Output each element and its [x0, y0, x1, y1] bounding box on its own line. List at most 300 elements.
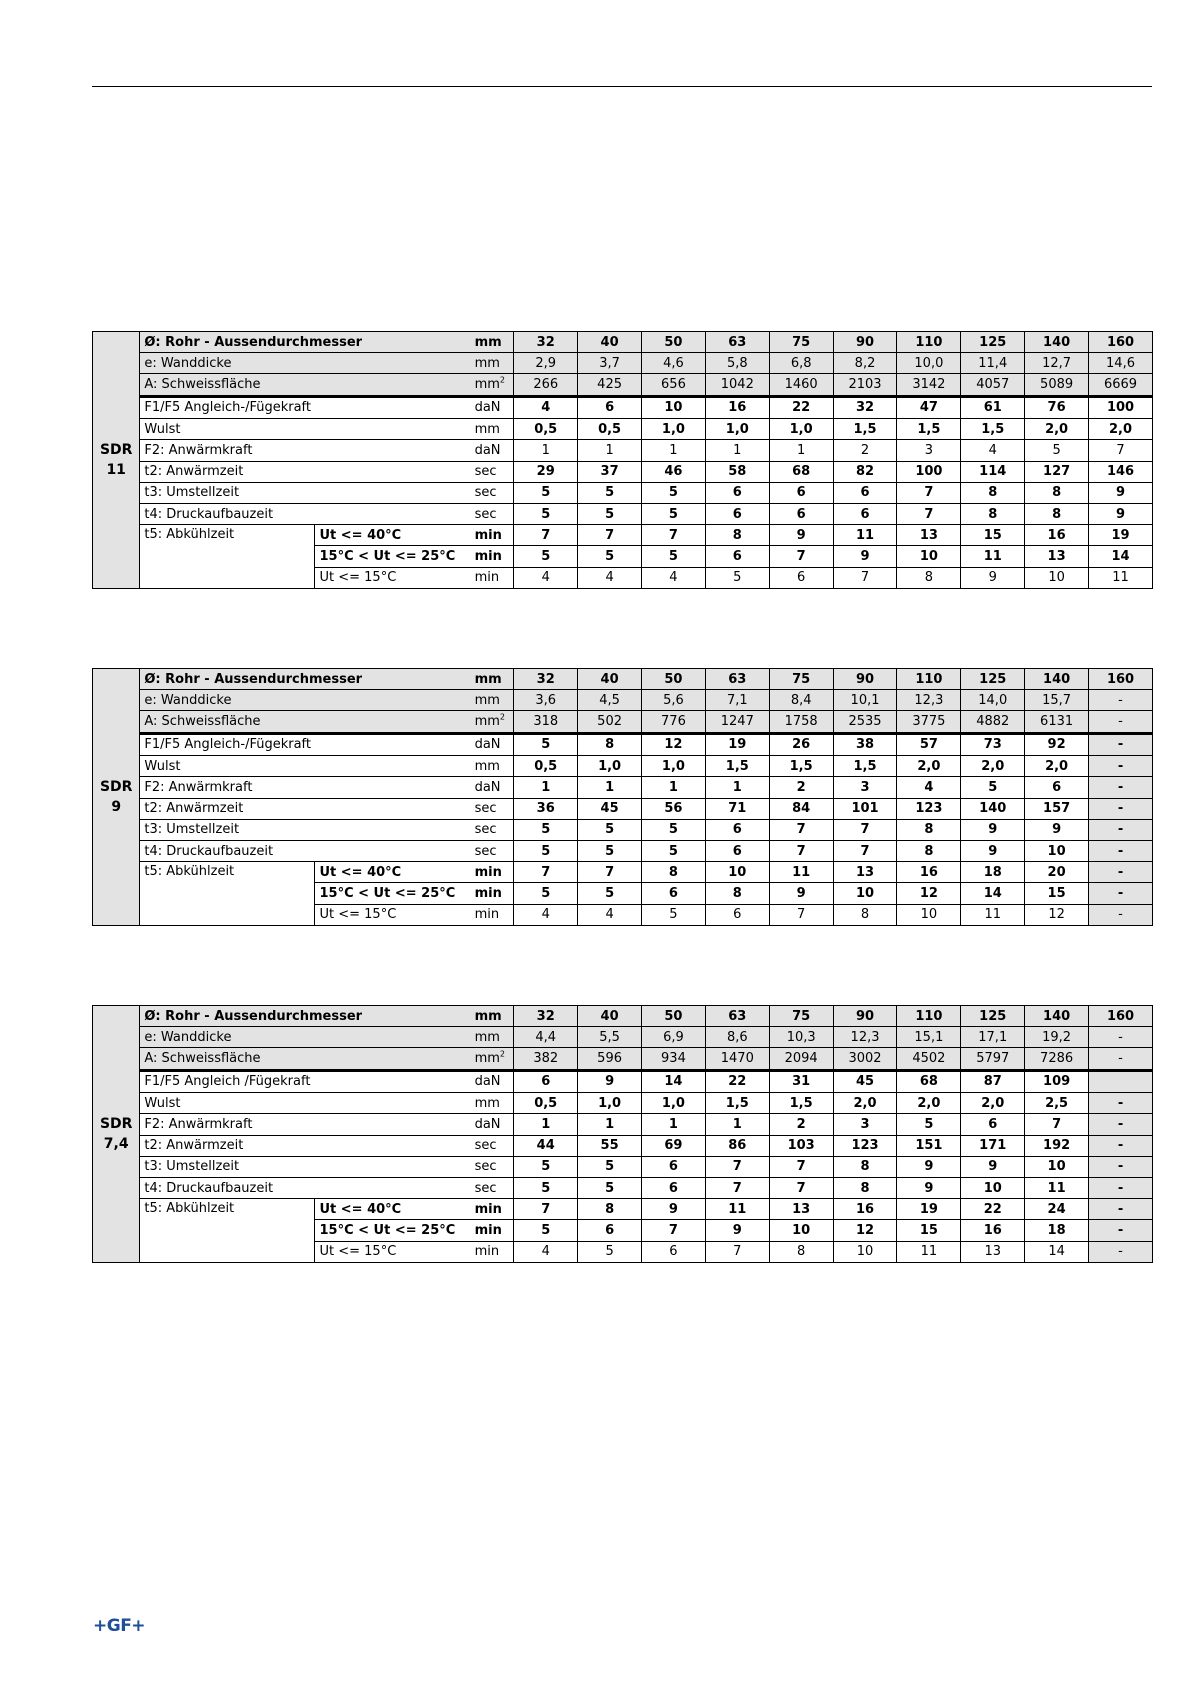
- value-cell: 7: [514, 862, 578, 883]
- unit-text: daN: [474, 442, 501, 458]
- value-cell: 1758: [769, 711, 833, 733]
- value-cell: 69: [642, 1135, 706, 1156]
- row-label: A: Schweissfläche: [140, 711, 473, 733]
- row-unit: [473, 1135, 514, 1156]
- value-cell: 5: [514, 883, 578, 904]
- value-cell: 5,5: [578, 1027, 642, 1048]
- value-cell: 32: [514, 332, 578, 353]
- value-cell: 63: [705, 669, 769, 690]
- value-cell: 1: [642, 1114, 706, 1135]
- row-unit: [473, 669, 514, 690]
- row-unit: [473, 777, 514, 798]
- value-cell: 4502: [897, 1048, 961, 1070]
- value-cell: 9: [1089, 504, 1153, 525]
- value-cell: 7: [705, 1241, 769, 1262]
- value-cell: 110: [897, 669, 961, 690]
- value-cell: 9: [769, 883, 833, 904]
- value-cell: 109: [1025, 1070, 1089, 1092]
- sdr-label: [93, 669, 140, 926]
- value-cell: 114: [961, 461, 1025, 482]
- value-cell: 1: [705, 440, 769, 461]
- value-cell: 3002: [833, 1048, 897, 1070]
- unit-text: mm: [474, 421, 500, 437]
- unit-text: mm: [474, 671, 502, 687]
- value-cell: 6: [642, 1156, 706, 1177]
- value-cell: 15: [961, 525, 1025, 546]
- value-cell: -: [1089, 862, 1153, 883]
- value-cell: 87: [961, 1070, 1025, 1092]
- value-cell: 8: [1025, 504, 1089, 525]
- value-cell: 502: [578, 711, 642, 733]
- value-cell: 61: [961, 396, 1025, 418]
- value-cell: 2,0: [897, 756, 961, 777]
- row-label: t2: Anwärmzeit: [140, 461, 473, 482]
- value-cell: 4882: [961, 711, 1025, 733]
- unit-superscript: 2: [499, 375, 506, 385]
- value-cell: 4: [642, 567, 706, 588]
- value-cell: 4,6: [642, 353, 706, 374]
- value-cell: 100: [897, 461, 961, 482]
- value-cell: 14: [642, 1070, 706, 1092]
- row-unit: [473, 1178, 514, 1199]
- value-cell: 11: [897, 1241, 961, 1262]
- header-rule: [92, 86, 1152, 87]
- value-cell: 4: [514, 904, 578, 925]
- value-cell: 8: [897, 567, 961, 588]
- value-cell: 17,1: [961, 1027, 1025, 1048]
- value-cell: -: [1089, 1199, 1153, 1220]
- value-cell: 1,5: [705, 1093, 769, 1114]
- value-cell: 5: [961, 777, 1025, 798]
- cooling-unit: min: [473, 525, 514, 546]
- value-cell: 11: [705, 1199, 769, 1220]
- value-cell: 7: [769, 841, 833, 862]
- cooling-unit: min: [473, 567, 514, 588]
- cooling-label: t5: Abkühlzeit: [140, 862, 315, 926]
- value-cell: 7: [769, 904, 833, 925]
- value-cell: 90: [833, 1006, 897, 1027]
- cooling-unit: min: [473, 883, 514, 904]
- value-cell: 10: [897, 546, 961, 567]
- value-cell: 45: [578, 798, 642, 819]
- value-cell: 6,9: [642, 1027, 706, 1048]
- value-cell: 5: [578, 1241, 642, 1262]
- value-cell: 1,0: [642, 1093, 706, 1114]
- value-cell: 7: [769, 546, 833, 567]
- value-cell: 10: [833, 1241, 897, 1262]
- row-label: t4: Druckaufbauzeit: [140, 504, 473, 525]
- value-cell: 8: [769, 1241, 833, 1262]
- value-cell: 7: [769, 1178, 833, 1199]
- value-cell: 11: [833, 525, 897, 546]
- value-cell: 11,4: [961, 353, 1025, 374]
- value-cell: 1: [578, 777, 642, 798]
- value-cell: 123: [897, 798, 961, 819]
- row-label: A: Schweissfläche: [140, 374, 473, 396]
- value-cell: 8: [833, 1178, 897, 1199]
- value-cell: 1: [705, 1114, 769, 1135]
- value-cell: 7: [1025, 1114, 1089, 1135]
- value-cell: 125: [961, 1006, 1025, 1027]
- value-cell: 37: [578, 461, 642, 482]
- value-cell: 40: [578, 1006, 642, 1027]
- value-cell: 2094: [769, 1048, 833, 1070]
- row-unit: [473, 461, 514, 482]
- value-cell: 7: [833, 841, 897, 862]
- value-cell: 6: [642, 1241, 706, 1262]
- value-cell: -: [1089, 1114, 1153, 1135]
- value-cell: 7: [769, 1156, 833, 1177]
- value-cell: 15,7: [1025, 690, 1089, 711]
- value-cell: 5: [514, 733, 578, 755]
- value-cell: 1470: [705, 1048, 769, 1070]
- value-cell: 73: [961, 733, 1025, 755]
- value-cell: 8,4: [769, 690, 833, 711]
- value-cell: 151: [897, 1135, 961, 1156]
- value-cell: 318: [514, 711, 578, 733]
- value-cell: 4: [514, 1241, 578, 1262]
- value-cell: 13: [961, 1241, 1025, 1262]
- value-cell: 1: [705, 777, 769, 798]
- value-cell: 8: [705, 525, 769, 546]
- value-cell: 10: [1025, 1156, 1089, 1177]
- value-cell: 20: [1025, 862, 1089, 883]
- value-cell: 5,8: [705, 353, 769, 374]
- value-cell: 19,2: [1025, 1027, 1089, 1048]
- value-cell: 18: [1025, 1220, 1089, 1241]
- value-cell: 5,6: [642, 690, 706, 711]
- value-cell: 1,5: [769, 1093, 833, 1114]
- value-cell: 6131: [1025, 711, 1089, 733]
- value-cell: 5: [514, 482, 578, 503]
- row-label: t3: Umstellzeit: [140, 819, 473, 840]
- value-cell: 9: [833, 546, 897, 567]
- value-cell: 101: [833, 798, 897, 819]
- value-cell: 12: [642, 733, 706, 755]
- value-cell: 10: [1025, 841, 1089, 862]
- value-cell: 4: [578, 567, 642, 588]
- unit-text: mm: [474, 355, 500, 371]
- value-cell: 5: [514, 1156, 578, 1177]
- cooling-unit: min: [473, 1220, 514, 1241]
- value-cell: 4: [578, 904, 642, 925]
- value-cell: 6: [705, 819, 769, 840]
- cooling-label: t5: Abkühlzeit: [140, 525, 315, 589]
- value-cell: 140: [961, 798, 1025, 819]
- sdr-label-line: 9: [111, 799, 122, 815]
- value-cell: 7: [642, 1220, 706, 1241]
- value-cell: 32: [514, 669, 578, 690]
- row-unit: [473, 1156, 514, 1177]
- value-cell: 8: [642, 862, 706, 883]
- value-cell: 8: [705, 883, 769, 904]
- value-cell: 12: [897, 883, 961, 904]
- sdr9-weld-table: [92, 668, 1153, 926]
- value-cell: 1,5: [833, 419, 897, 440]
- value-cell: -: [1089, 1048, 1153, 1070]
- value-cell: 1: [642, 777, 706, 798]
- value-cell: 9: [961, 567, 1025, 588]
- value-cell: 5: [514, 1178, 578, 1199]
- value-cell: 1460: [769, 374, 833, 396]
- value-cell: 9: [705, 1220, 769, 1241]
- value-cell: 9: [897, 1178, 961, 1199]
- value-cell: 10: [897, 904, 961, 925]
- value-cell: 2,9: [514, 353, 578, 374]
- value-cell: 75: [769, 1006, 833, 1027]
- value-cell: 2: [769, 777, 833, 798]
- cooling-label: t5: Abkühlzeit: [140, 1199, 315, 1263]
- unit-text: daN: [474, 400, 501, 416]
- value-cell: 3,6: [514, 690, 578, 711]
- value-cell: 16: [1025, 525, 1089, 546]
- value-cell: 13: [1025, 546, 1089, 567]
- value-cell: 125: [961, 669, 1025, 690]
- unit-text: sec: [474, 1138, 497, 1154]
- value-cell: 8,2: [833, 353, 897, 374]
- sdr-label-line: 7,4: [103, 1136, 129, 1152]
- row-label: t3: Umstellzeit: [140, 1156, 473, 1177]
- unit-superscript: 2: [499, 1049, 506, 1059]
- value-cell: 5089: [1025, 374, 1089, 396]
- value-cell: 100: [1089, 396, 1153, 418]
- value-cell: 7: [897, 504, 961, 525]
- value-cell: 11: [961, 904, 1025, 925]
- sdr-label-line: SDR: [99, 779, 133, 795]
- value-cell: 10,3: [769, 1027, 833, 1048]
- value-cell: -: [1089, 690, 1153, 711]
- row-unit: [473, 1048, 514, 1070]
- value-cell: 1,0: [578, 756, 642, 777]
- value-cell: -: [1089, 756, 1153, 777]
- value-cell: 8: [961, 482, 1025, 503]
- value-cell: 5: [578, 546, 642, 567]
- value-cell: 4057: [961, 374, 1025, 396]
- value-cell: 11: [769, 862, 833, 883]
- row-unit: [473, 419, 514, 440]
- row-unit: [473, 482, 514, 503]
- value-cell: 5: [642, 546, 706, 567]
- value-cell: 5: [514, 1220, 578, 1241]
- value-cell: 776: [642, 711, 706, 733]
- value-cell: -: [1089, 1027, 1153, 1048]
- value-cell: 7: [642, 525, 706, 546]
- row-label: t4: Druckaufbauzeit: [140, 841, 473, 862]
- row-label: F1/F5 Angleich /Fügekraft: [140, 1070, 473, 1092]
- value-cell: 8: [833, 904, 897, 925]
- value-cell: 9: [961, 841, 1025, 862]
- unit-text: daN: [474, 1074, 501, 1090]
- value-cell: 4: [961, 440, 1025, 461]
- row-label: e: Wanddicke: [140, 690, 473, 711]
- value-cell: 76: [1025, 396, 1089, 418]
- value-cell: 5: [578, 883, 642, 904]
- value-cell: 2: [769, 1114, 833, 1135]
- value-cell: 6: [705, 504, 769, 525]
- value-cell: 5: [642, 819, 706, 840]
- value-cell: 22: [769, 396, 833, 418]
- value-cell: 16: [897, 862, 961, 883]
- value-cell: 0,5: [514, 756, 578, 777]
- unit-text: sec: [474, 801, 497, 817]
- unit-text: mm: [474, 1008, 502, 1024]
- value-cell: 5: [578, 841, 642, 862]
- value-cell: 6: [1025, 777, 1089, 798]
- cooling-unit: min: [473, 546, 514, 567]
- value-cell: 68: [769, 461, 833, 482]
- value-cell: 50: [642, 332, 706, 353]
- row-unit: [473, 733, 514, 755]
- value-cell: 10: [705, 862, 769, 883]
- row-label: A: Schweissfläche: [140, 1048, 473, 1070]
- value-cell: [1089, 1070, 1153, 1092]
- cooling-unit: min: [473, 862, 514, 883]
- row-unit: [473, 756, 514, 777]
- value-cell: 2,0: [897, 1093, 961, 1114]
- value-cell: 10,1: [833, 690, 897, 711]
- value-cell: 16: [833, 1199, 897, 1220]
- cooling-condition: 15°C < Ut <= 25°C: [315, 1220, 473, 1241]
- value-cell: 1: [514, 1114, 578, 1135]
- value-cell: 4: [514, 396, 578, 418]
- value-cell: 1,0: [642, 756, 706, 777]
- value-cell: 8: [578, 1199, 642, 1220]
- value-cell: 2,0: [961, 756, 1025, 777]
- value-cell: 10: [642, 396, 706, 418]
- value-cell: 15,1: [897, 1027, 961, 1048]
- value-cell: 16: [705, 396, 769, 418]
- value-cell: 1: [642, 440, 706, 461]
- value-cell: -: [1089, 841, 1153, 862]
- cooling-condition: 15°C < Ut <= 25°C: [315, 546, 473, 567]
- value-cell: 5: [514, 504, 578, 525]
- unit-text: mm: [474, 1029, 500, 1045]
- value-cell: 1: [578, 440, 642, 461]
- value-cell: 58: [705, 461, 769, 482]
- value-cell: 10,0: [897, 353, 961, 374]
- value-cell: -: [1089, 1093, 1153, 1114]
- value-cell: 5: [705, 567, 769, 588]
- value-cell: 90: [833, 669, 897, 690]
- value-cell: 14,0: [961, 690, 1025, 711]
- value-cell: 6: [769, 504, 833, 525]
- row-unit: [473, 374, 514, 396]
- value-cell: 5: [578, 1156, 642, 1177]
- value-cell: 12,7: [1025, 353, 1089, 374]
- value-cell: 47: [897, 396, 961, 418]
- value-cell: 160: [1089, 332, 1153, 353]
- row-label: F2: Anwärmkraft: [140, 777, 473, 798]
- value-cell: 1,0: [769, 419, 833, 440]
- value-cell: 38: [833, 733, 897, 755]
- row-unit: [473, 690, 514, 711]
- value-cell: 1,5: [961, 419, 1025, 440]
- value-cell: 125: [961, 332, 1025, 353]
- value-cell: 0,5: [578, 419, 642, 440]
- value-cell: 26: [769, 733, 833, 755]
- value-cell: 0,5: [514, 1093, 578, 1114]
- value-cell: -: [1089, 733, 1153, 755]
- value-cell: 8: [578, 733, 642, 755]
- value-cell: 2,0: [1025, 419, 1089, 440]
- row-unit: [473, 353, 514, 374]
- value-cell: 3: [833, 1114, 897, 1135]
- cooling-condition: 15°C < Ut <= 25°C: [315, 883, 473, 904]
- cooling-unit: min: [473, 1199, 514, 1220]
- value-cell: 14: [961, 883, 1025, 904]
- value-cell: 6: [578, 396, 642, 418]
- value-cell: 5: [514, 841, 578, 862]
- unit-superscript: 2: [499, 712, 506, 722]
- value-cell: 1247: [705, 711, 769, 733]
- value-cell: 14: [1089, 546, 1153, 567]
- value-cell: 8: [833, 1156, 897, 1177]
- value-cell: 11: [1089, 567, 1153, 588]
- value-cell: 6: [769, 567, 833, 588]
- row-label: F2: Anwärmkraft: [140, 440, 473, 461]
- value-cell: 7: [705, 1178, 769, 1199]
- unit-text: daN: [474, 1116, 501, 1132]
- value-cell: 157: [1025, 798, 1089, 819]
- value-cell: 103: [769, 1135, 833, 1156]
- row-unit: [473, 1006, 514, 1027]
- value-cell: 127: [1025, 461, 1089, 482]
- unit-text: mm: [474, 692, 500, 708]
- sdr-label-line: SDR: [99, 442, 133, 458]
- value-cell: 8: [961, 504, 1025, 525]
- value-cell: 9: [642, 1199, 706, 1220]
- value-cell: 5: [578, 1178, 642, 1199]
- value-cell: 18: [961, 862, 1025, 883]
- value-cell: 192: [1025, 1135, 1089, 1156]
- value-cell: 4,5: [578, 690, 642, 711]
- value-cell: 3: [897, 440, 961, 461]
- value-cell: 1,5: [769, 756, 833, 777]
- value-cell: 15: [897, 1220, 961, 1241]
- value-cell: 10: [769, 1220, 833, 1241]
- value-cell: 5: [578, 504, 642, 525]
- value-cell: 3775: [897, 711, 961, 733]
- value-cell: 7: [514, 525, 578, 546]
- cooling-unit: min: [473, 904, 514, 925]
- sdr7-4-weld-table: [92, 1005, 1153, 1263]
- value-cell: 14: [1025, 1241, 1089, 1262]
- value-cell: 82: [833, 461, 897, 482]
- value-cell: 7: [578, 525, 642, 546]
- value-cell: 6: [833, 504, 897, 525]
- value-cell: 6: [642, 883, 706, 904]
- cooling-condition: Ut <= 40°C: [315, 862, 473, 883]
- value-cell: 40: [578, 669, 642, 690]
- value-cell: 10: [1025, 567, 1089, 588]
- cooling-condition: Ut <= 40°C: [315, 525, 473, 546]
- value-cell: 3,7: [578, 353, 642, 374]
- value-cell: 5797: [961, 1048, 1025, 1070]
- unit-text: sec: [474, 822, 497, 838]
- value-cell: 84: [769, 798, 833, 819]
- cooling-condition: Ut <= 15°C: [315, 904, 473, 925]
- value-cell: 6: [769, 482, 833, 503]
- value-cell: 6669: [1089, 374, 1153, 396]
- value-cell: 4: [514, 567, 578, 588]
- value-cell: 160: [1089, 669, 1153, 690]
- gf-logo: +GF+: [93, 1616, 146, 1636]
- value-cell: 32: [514, 1006, 578, 1027]
- row-label: Ø: Rohr - Aussendurchmesser: [140, 332, 473, 353]
- value-cell: 75: [769, 669, 833, 690]
- row-label: F1/F5 Angleich-/Fügekraft: [140, 396, 473, 418]
- unit-text: mm: [474, 377, 500, 393]
